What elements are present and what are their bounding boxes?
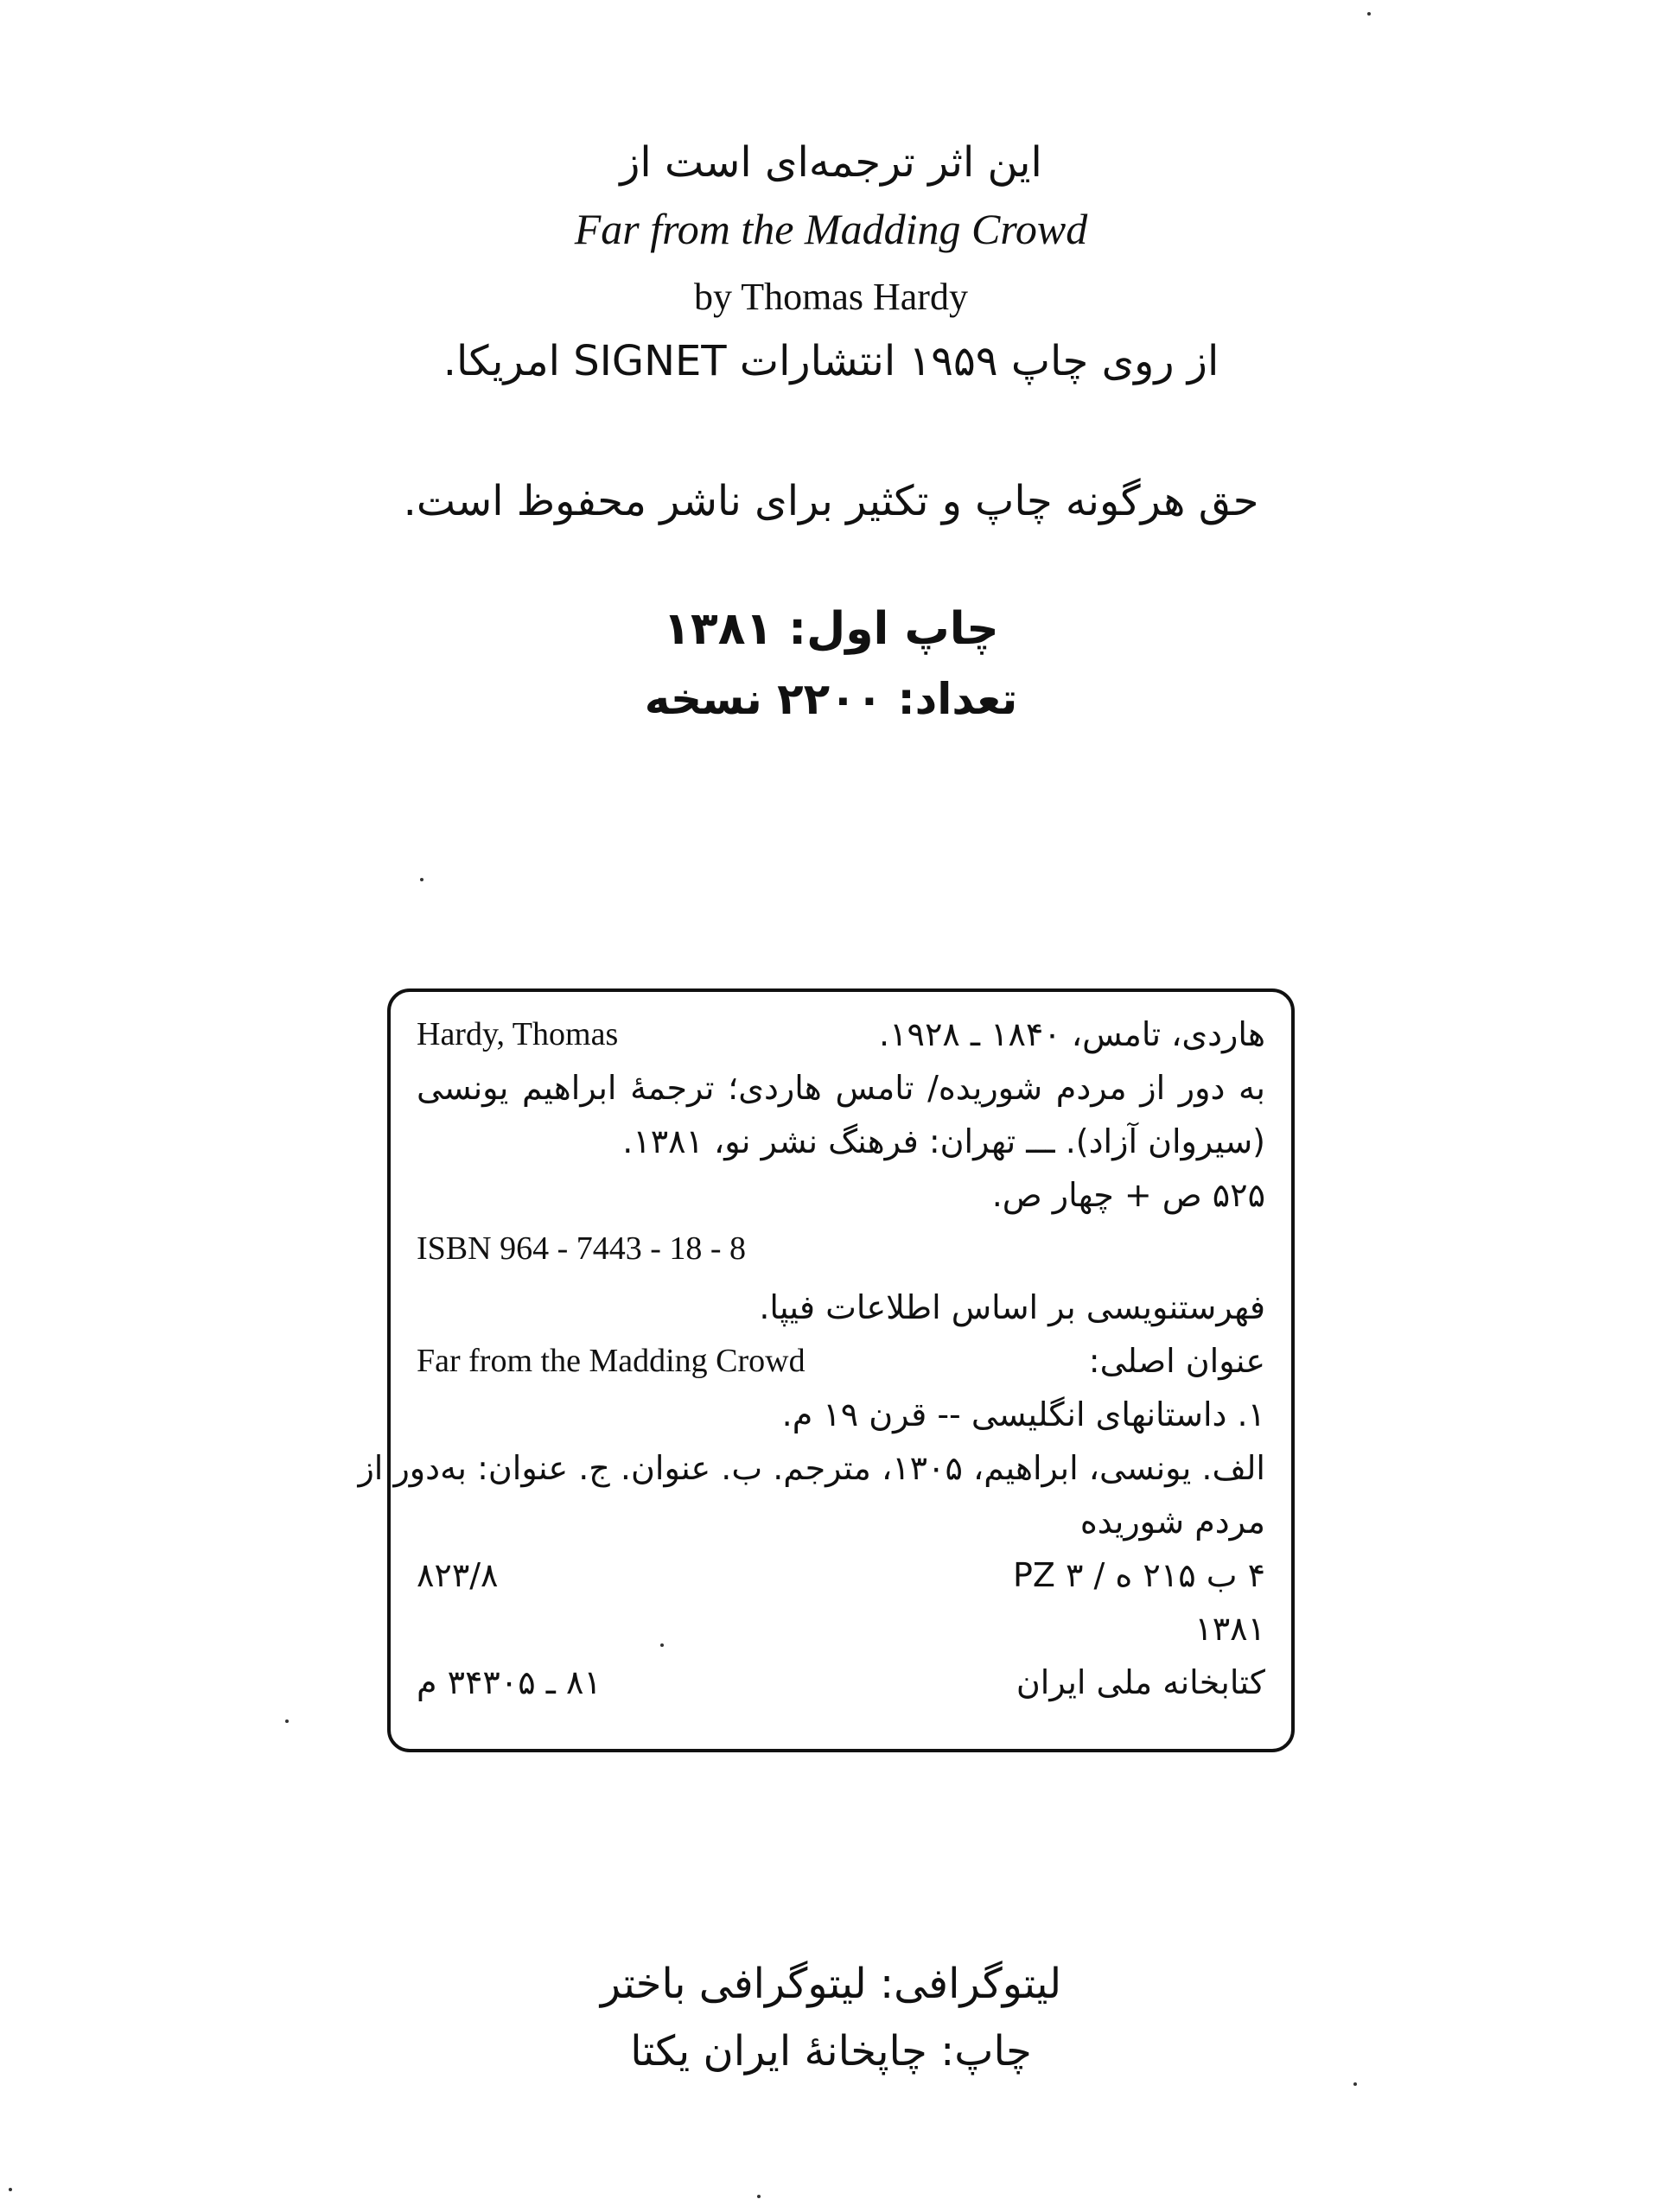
author-en: Hardy, Thomas (417, 1016, 619, 1052)
library-name: کتابخانه ملی ایران (1016, 1663, 1265, 1701)
source-edition: از روی چاپ ۱۹۵۹ انتشارات SIGNET امریکا. (443, 337, 1219, 385)
added-entries-1: الف. یونسی، ابراهیم، ۱۳۰۵، مترجم. ب. عنوان. ج. عنوان: به‌دور از (358, 1449, 1265, 1487)
card-row-added1 (358, 1441, 1265, 1495)
original-title-en: Far from the Madding Crowd (417, 1343, 806, 1379)
translation-intro: این اثر ترجمه‌ای است از (620, 138, 1042, 187)
dewey-number: ۸۲۳/۸ (417, 1556, 499, 1594)
card-row-author (417, 1007, 1265, 1061)
title-line-1: به دور از مردم شوریده/ تامس هاردی؛ ترجمهٔ ابراهیم یونسی (417, 1069, 1265, 1107)
scan-speck (9, 2188, 12, 2191)
card-row-isbn (417, 1222, 1265, 1275)
scan-speck (285, 1719, 289, 1723)
printing-credit: چاپ: چاپخانهٔ ایران یکتا (630, 2027, 1032, 2075)
added-entries-2: مردم شوریده (1079, 1503, 1265, 1541)
card-row-title2 (417, 1115, 1265, 1168)
fipa-note: فهرستنویسی بر اساس اطلاعات فیپا. (759, 1288, 1265, 1326)
print-count: تعداد: ۲۲۰۰ نسخه (644, 674, 1018, 724)
card-row-library (417, 1656, 1265, 1709)
original-author: by Thomas Hardy (694, 276, 968, 318)
card-row-subject (417, 1388, 1265, 1441)
title-line-2: (سیروان آزاد). ـــ تهران: فرهنگ نشر نو، ۱۳۸۱. (622, 1122, 1265, 1160)
subject: ۱. داستانهای انگلیسی -- قرن ۱۹ م. (781, 1395, 1265, 1433)
author-fa: هاردی، تامس، ۱۸۴۰ ـ ۱۹۲۸. (879, 1015, 1265, 1053)
catalog-year: ۱۳۸۱ (1194, 1610, 1265, 1648)
lc-class: ۴ ب ۲۱۵ ه / ۳ PZ (1012, 1556, 1265, 1594)
record-number: ۸۱ ـ ۳۴۳۰۵ م (417, 1663, 602, 1701)
isbn: ISBN 964 - 7443 - 18 - 8 (417, 1230, 747, 1267)
original-title: Far from the Madding Crowd (574, 205, 1088, 253)
card-row-added2 (417, 1495, 1265, 1548)
scan-speck (1367, 12, 1371, 16)
card-row-fipa (417, 1281, 1265, 1334)
edition-info: چاپ اول: ۱۳۸۱ (663, 603, 999, 655)
scan-speck (420, 878, 423, 881)
rights-notice: حق هرگونه چاپ و تکثیر برای ناشر محفوظ است. (403, 477, 1259, 525)
lithography-credit: لیتوگرافی: لیتوگرافی باختر (600, 1960, 1062, 2008)
card-row-original-title (417, 1334, 1265, 1388)
card-row-pages (417, 1168, 1265, 1222)
card-row-class (417, 1548, 1265, 1602)
scan-speck (660, 1643, 664, 1647)
scan-speck (757, 2195, 761, 2198)
original-title-label: عنوان اصلی: (1088, 1342, 1265, 1380)
scan-speck (1353, 2082, 1357, 2086)
page-count: ۵۲۵ ص + چهار ص. (991, 1176, 1265, 1214)
card-row-title1 (417, 1061, 1265, 1115)
card-row-year (417, 1602, 1265, 1656)
cataloging-card (358, 988, 1295, 1752)
